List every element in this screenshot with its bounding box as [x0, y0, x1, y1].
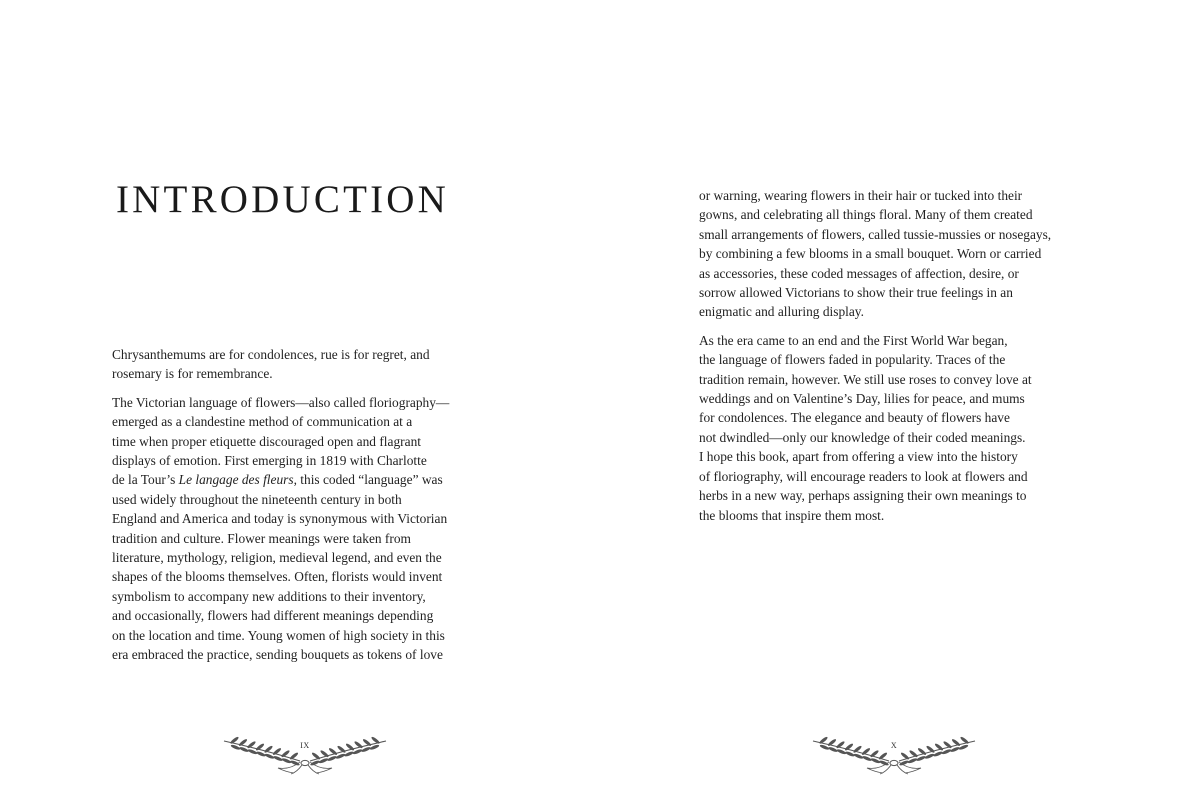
text-line: the language of flowers faded in popularity. Traces of the [699, 352, 1006, 368]
text-line: or warning, wearing flowers in their hair or tucked into their [699, 188, 1023, 203]
text-line: tradition and culture. Flower meanings were taken from [112, 530, 411, 546]
text-line: weddings and on Valentine’s Day, lilies for peace, and mums [699, 391, 1025, 407]
left-page-body [112, 345, 502, 674]
page-footer-ornament [220, 728, 390, 778]
book-title-italic: Le langage des fleurs [178, 472, 294, 488]
text-line: of floriography, will encourage readers to look at flowers and [699, 468, 1028, 484]
text-line: symbolism to accompany new additions to their inventory, [112, 588, 426, 604]
text-line: rosemary is for remembrance. [112, 366, 273, 382]
text-line: As the era came to an end and the First World War began, [699, 332, 1008, 348]
text-line: The Victorian language of flowers—also called floriography— [112, 394, 450, 410]
text-line: gowns, and celebrating all things floral. Many of them created [699, 207, 1033, 223]
page-footer-ornament [809, 728, 979, 778]
chapter-title: INTRODUCTION [116, 178, 450, 221]
right-page [600, 0, 1200, 800]
text-line: sorrow allowed Victorians to show their true feelings in an [699, 285, 1013, 301]
body-paragraph [699, 331, 1099, 525]
text-line: England and America and today is synonymous with Victorian [112, 511, 448, 527]
laurel-branch-ornament-icon [809, 728, 979, 778]
page-number: IX [300, 741, 310, 750]
body-paragraph [112, 393, 502, 665]
laurel-branch-ornament-icon [220, 728, 390, 778]
right-page-body [699, 186, 1099, 534]
text-line: time when proper etiquette discouraged open and flagrant [112, 433, 421, 449]
text-line: shapes of the blooms themselves. Often, florists would invent [112, 569, 443, 585]
text-line: and occasionally, flowers had different meanings depending [112, 608, 434, 624]
text-line: for condolences. The elegance and beauty of flowers have [699, 410, 1010, 426]
text-line: used widely throughout the nineteenth century in both [112, 491, 402, 507]
text-line: the blooms that inspire them most. [699, 507, 885, 523]
text-line: herbs in a new way, perhaps assigning their own meanings to [699, 488, 1027, 504]
text-run: de la Tour’s [112, 472, 179, 488]
text-line [112, 470, 502, 489]
text-line: as accessories, these coded messages of affection, desire, or [699, 265, 1019, 281]
text-line: emerged as a clandestine method of communication at a [112, 414, 413, 430]
text-line: era embraced the practice, sending bouquets as tokens of love [112, 647, 443, 663]
text-line: small arrangements of flowers, called tussie-mussies or nosegays, [699, 226, 1052, 242]
body-paragraph [112, 345, 502, 384]
text-line: not dwindled—only our knowledge of their coded meanings. [699, 429, 1026, 445]
text-line: tradition remain, however. We still use roses to convey love at [699, 371, 1032, 387]
text-line: by combining a few blooms in a small bouquet. Worn or carried [699, 246, 1042, 262]
text-line: literature, mythology, religion, medieval legend, and even the [112, 550, 442, 566]
text-line: displays of emotion. First emerging in 1819 with Charlotte [112, 453, 427, 469]
text-line: enigmatic and alluring display. [699, 304, 864, 320]
text-run: , this coded “language” was [293, 472, 443, 488]
text-line: I hope this book, apart from offering a view into the history [699, 449, 1018, 465]
text-line: Chrysanthemums are for condolences, rue is for regret, and [112, 347, 430, 362]
text-line: on the location and time. Young women of high society in this [112, 627, 445, 643]
body-paragraph [699, 186, 1099, 322]
page-number: X [890, 741, 898, 750]
